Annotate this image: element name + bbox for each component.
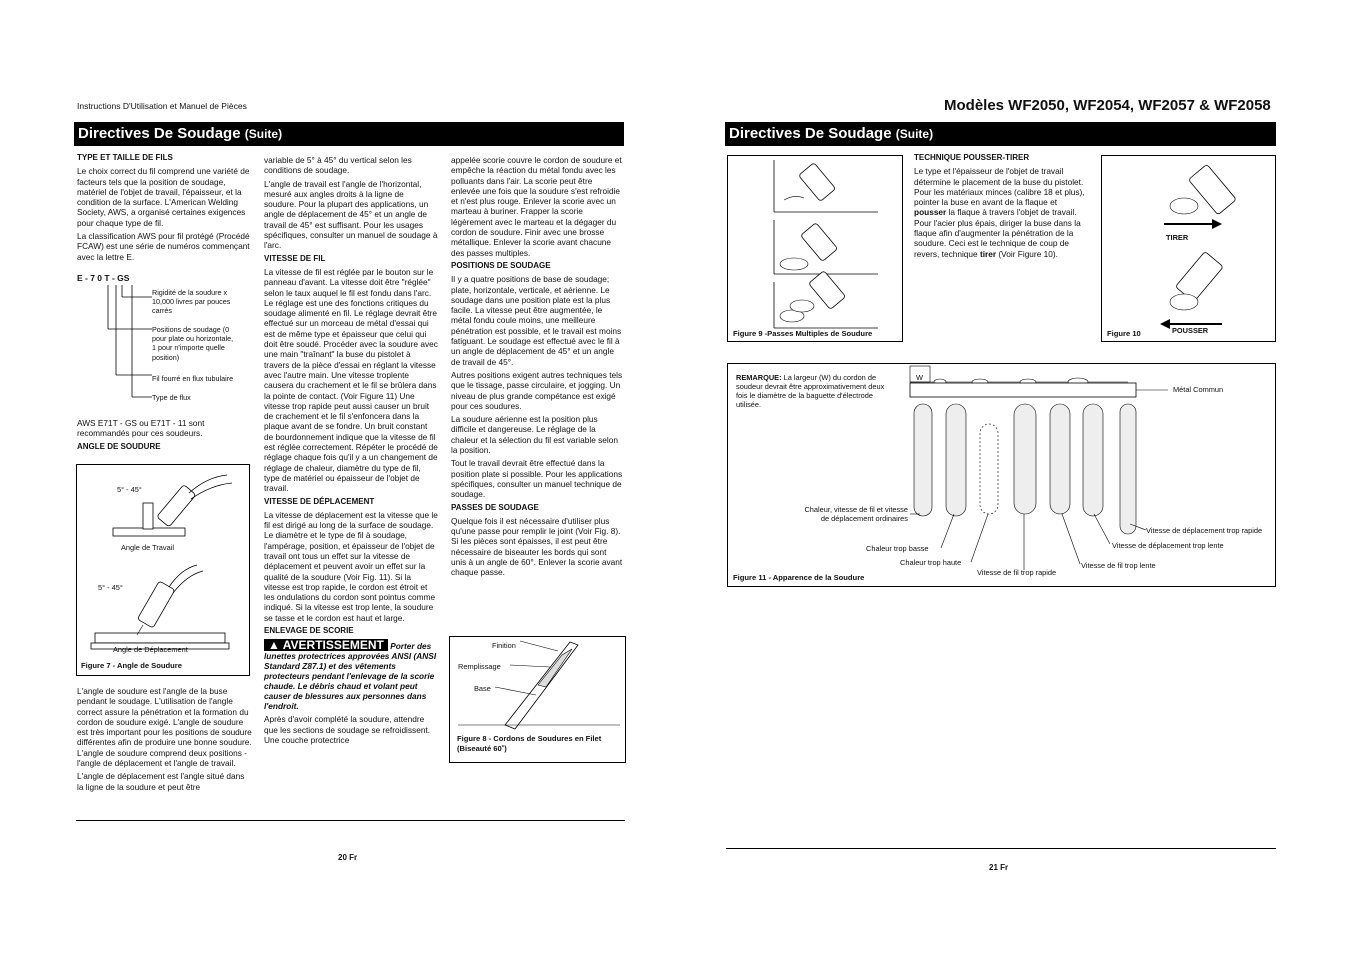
technique-paragraph — [914, 166, 1090, 259]
paragraph: L'angle de déplacement est l'angle situé dans la ligne de la soudure et peut être — [77, 771, 245, 792]
fig10-tirer: TIRER — [1166, 233, 1189, 242]
paragraph: Il y a quatre positions de base de soudage; plate, horizontale, verticale, et aérienne. Le soudage dans une position plate est la plus facile. La vitesse peut être augmentée, le métal fondu coule moins, une meilleure pénétration est possible, et le travail est moins fatiguant. Le soudage est effectué avec le fil à un angle de déplacement de 45° et un angle de travail de 45°. — [451, 274, 622, 367]
fig10-pousser: POUSSER — [1172, 326, 1209, 335]
page-rule-right — [726, 848, 1276, 849]
paragraph: Après d'avoir complété la soudure, attendre que les sections de soudage se refroidissent. Une couche protectrice — [264, 714, 431, 745]
metal-commun-label: Métal Commun — [1173, 385, 1224, 394]
paragraph: La classification AWS pour fil protégé (Procédé FCAW) est une série de numéros commençant avec la lettre E. — [77, 231, 250, 262]
section-suite: (Suite) — [244, 127, 283, 141]
fig9-caption: Figure 9 -Passes Multiples de Soudure — [733, 329, 873, 338]
label-depl-lente: Vitesse de déplacement trop lente — [1112, 541, 1224, 550]
label-depl-rapide: Vitesse de déplacement trop rapide — [1146, 526, 1263, 535]
column-3 — [451, 155, 623, 581]
push-pull-illustration — [1102, 156, 1277, 343]
fig7-angle-1: 5° - 45° — [117, 485, 142, 494]
section-title-bar-right — [725, 122, 1276, 146]
column-1 — [77, 153, 251, 265]
figure-9 — [727, 155, 903, 342]
code-label-positions: Positions de soudage (0 pour plate ou horizontale, 1 pour n'importe quelle position) — [152, 325, 234, 362]
weld-appearance-illustration — [728, 364, 1277, 588]
paragraph: variable de 5° à 45° du vertical selon les conditions de soudage. — [264, 155, 412, 176]
figure-7 — [76, 464, 250, 676]
page-number-left: 20 Fr — [338, 853, 358, 862]
fig11-caption: Figure 11 - Apparence de la Soudure — [733, 573, 865, 582]
column-2 — [264, 155, 438, 748]
fig7-label-travail: Angle de Travail — [121, 543, 174, 552]
paragraph: La vitesse de déplacement est la vitesse que le fil est dirigé au long de la surface de soudage. Le diamètre et le type de fil à soudage, l'ampérage, position, et épaisseur de l'objet de travail ont tous un effet sur la vitesse de déplacement et peuvent avoir un effet sur la qualité de la soudure (Voir Fig. 11). Si la vitesse est trop rapide, le cordon est étroit et les ondulations du cordon sont pointus comme indiqué. Si la vitesse est trop lente, la soudure se tasse et le cordon est haut et large. — [264, 509, 438, 623]
warning-block — [264, 639, 438, 711]
fig8-caption: Figure 8 - Cordons de Soudures en Filet (Biseauté 60˚) — [457, 734, 602, 753]
section-title: Directives De Soudage — [78, 125, 241, 142]
paragraph: Quelque fois il est nécessaire d'utiliser plus qu'une passe pour remplir le joint (Voir Fig. 8). Si les pièces sont épaisses, il est peut être nécessaire de biseauter les bords qui sont unis à un angle de 60°. Enlever la scorie avant chaque passe. — [451, 515, 623, 578]
heading-type-taille: TYPE ET TAILLE DE FILS — [77, 153, 173, 162]
fig7-caption: Figure 7 - Angle de Soudure — [81, 661, 182, 670]
heading-passes: PASSES DE SOUDAGE — [451, 502, 539, 512]
label-chaleur-basse: Chaleur trop basse — [866, 544, 929, 553]
heading-positions: POSITIONS DE SOUDAGE — [451, 260, 551, 270]
aws-code: E - 7 0 T - GS — [77, 273, 130, 283]
warning-label: ▲ AVERTISSEMENT — [264, 639, 388, 651]
multiple-passes-illustration — [728, 156, 904, 343]
paragraph: Autres positions exigent autres techniques tels que le tissage, passe circulaire, et jogging. Un niveau de plus grande compétance est exigé pour ces soudures. — [451, 369, 623, 411]
paragraph: appelée scorie couvre le cordon de soudure et empêche la réaction du métal fondu avec les polluants dans l'air. La scorie peut être enlevée une fois que la soudure s'est refroidie et n'est plus rouge. Enlever la scorie avec un marteau à buriner. Frapper la scorie légèrement avec le marteau et la dégager du cordon de soudure. Finir avec une brosse métallique. Enlever la scorie avant chacune des passes multiples. — [451, 155, 622, 258]
label-ordinaires: Chaleur, vitesse de fil et vitesse de déplacement ordinaires — [804, 505, 908, 523]
page-number-right: 21 Fr — [989, 863, 1009, 872]
warning-label-text: AVERTISSEMENT — [282, 638, 384, 653]
section-title: Directives De Soudage — [729, 125, 892, 142]
fig7-angle-2: 5° - 45° — [98, 583, 123, 592]
label-fil-lente: Vitesse de fil trop lente — [1081, 561, 1156, 570]
technique-text-2: la flaque à travers l'objet de travail. Pour l'acier plus épais, diriger la buse dans la flaque afin d'augmenter la pénétration de la soudure. Ceci est le technique de coup de revers, technique — [914, 207, 1081, 259]
paragraph: Le choix correct du fil comprend une variété de facteurs tels que la position de soudage, matériel de l'objet de travail, l'épaisseur, et la condition de la surface. L'American Welding Society, AWS, a organisé certaines exigences pour chaque type de fil. — [77, 166, 250, 228]
paragraph: L'angle de soudure est l'angle de la buse pendant le soudage. L'utilisation de l'angle correct assure la pénétration et la formation du cordon de soudure exigé. L'angle de soudure est très important pour les positions de soudure différentes afin de produire une bonne soudure. L'angle de soudure comprend deux positions - l'angle de déplacement et l'angle de travail. — [77, 686, 252, 769]
code-label-rigidite: Rigidité de la soudure x 10,000 livres par pouces carrés — [152, 288, 231, 316]
fig8-label-remplissage: Remplissage — [458, 662, 501, 671]
technique-text-3: (Voir Figure 10). — [998, 248, 1058, 259]
label-chaleur-haute: Chaleur trop haute — [900, 558, 962, 567]
heading-vitesse-deplacement: VITESSE DE DÉPLACEMENT — [264, 496, 375, 506]
paragraph: La soudure aérienne est la position plus difficile et dangereuse. Le réglage de la chaleur et la sélection du fil est variable selon la position. — [451, 414, 618, 456]
fig10-caption: Figure 10 — [1107, 329, 1141, 338]
heading-angle: ANGLE DE SOUDURE — [77, 441, 161, 451]
column-1b — [77, 418, 251, 455]
figure-10 — [1101, 155, 1276, 342]
fig8-label-base: Base — [474, 684, 491, 693]
paragraph: AWS E71T - GS ou E71T - 11 sont recommandés pour ces soudeurs. — [77, 418, 205, 439]
heading-enlevage: ENLEVAGE DE SCORIE — [264, 626, 354, 636]
heading-vitesse-fil: VITESSE DE FIL — [264, 253, 326, 263]
column-1c — [77, 686, 252, 795]
section-title-bar — [74, 122, 624, 146]
paragraph: La vitesse de fil est réglée par le bouton sur le panneau d'avant. La vitesse doit être "réglée" selon le taux auquel le fil est fondu dans l'arc. Le réglage est une des fonctions critiques du soudage alimenté en fil. Le réglage devrait être effectué sur un morceau de métal d'essai qui est de même type et épaisseur que celui qui doit être soudé. Procéder avec la soudure avec une main "traînant" la buse du pistolet à travers de la pièce d'essai en réglant la vitesse avec l'autre main. Une vitesse troplente causera du crachement et le fil se brûlera dans la pointe de contact. (Voir Figure 11) Une vitesse trop rapide peut aussi causer un bruit de crachement et le fil s'enfoncera dans la plaque avant de se fondre. Un bruit constant de bourdonnement indique que la vitesse de fil est réglée correctement. Répéter le procédé de réglage chaque fois qu'il y a un changement de réglage de chaleur, diamètre du type de fil, type de matériel ou épaisseur de l'objet de travail. — [264, 266, 438, 494]
running-header: Instructions D'Utilisation et Manuel de Pièces — [77, 101, 247, 111]
models-header: Modèles WF2050, WF2054, WF2057 & WF2058 — [944, 97, 1271, 114]
technique-column — [914, 153, 1090, 262]
page-rule-left — [76, 820, 625, 821]
code-label-flux: Type de flux — [152, 393, 191, 402]
fig7-label-deplacement: Angle de Déplacement — [113, 645, 188, 654]
paragraph: Tout le travail devrait être effectué dans la position plate si possible. Pour les applications spécifiques, consulter un manuel technique de soudage. — [451, 458, 623, 500]
figure-8 — [449, 636, 626, 763]
figure-11 — [727, 363, 1276, 587]
code-label-fil: Fil fourré en flux tubulaire — [152, 374, 234, 383]
label-fil-rapide: Vitesse de fil trop rapide — [977, 568, 1057, 577]
technique-bold-tirer: tirer — [979, 248, 997, 259]
section-suite: (Suite) — [895, 127, 934, 141]
technique-bold-pousser: pousser — [914, 207, 947, 218]
warning-text: Porter des lunettes protectrices approvées ANSI (ANSI Standard Z87.1) et des vêtements protecteurs pendant l'enlevage de la scorie chaude. Le débris chaud et volant peut causer de blessures aux personnes dans l'endroit. — [264, 641, 437, 712]
remarque-text: La largeur (W) du cordon de soudeur devrait être approximativement deux fois le diamètre de la baguette d'électrode utilisée. — [736, 373, 885, 409]
heading-technique: TECHNIQUE POUSSER-TIRER — [914, 153, 1030, 162]
w-label: W — [916, 373, 923, 382]
technique-text-1: Le type et l'épaisseur de l'objet de travail détermine le placement de la buse du pistolet. Pour les matériaux minces (calibre 18 et plus), pointer la buse en avant de la flaque et — [914, 166, 1085, 208]
remarque-label: REMARQUE: — [736, 373, 782, 382]
aws-code-bracket-lines — [80, 283, 155, 405]
fig8-label-finition: Finition — [492, 641, 516, 650]
paragraph: L'angle de travail est l'angle de l'horizontal, mesuré aux angles droits à la ligne de soudure. Pour la plupart des applications, un angle de déplacement de 45° et un angle de travail de 45° est suffisant. Pour les usages spécifiques, consulter un manuel de soudage à l'arc. — [264, 178, 438, 251]
